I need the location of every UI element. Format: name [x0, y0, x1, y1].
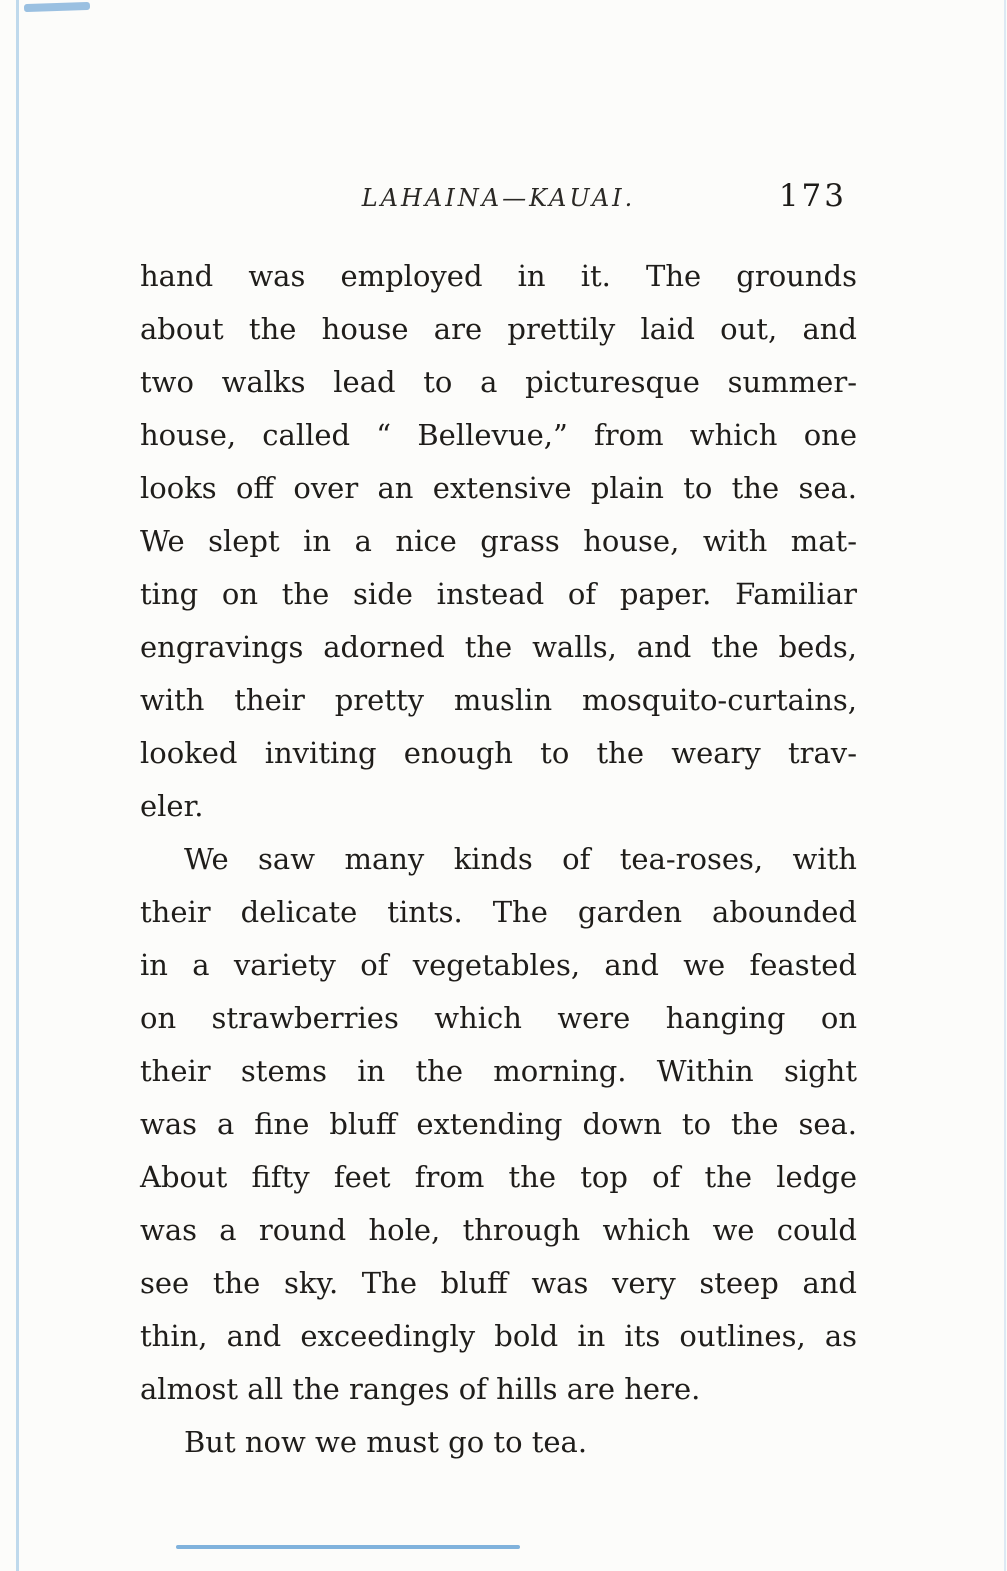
text-line: with their pretty muslin mosquito-curtains, — [140, 683, 857, 717]
page-number: 173 — [778, 178, 847, 214]
text-line: almost all the ranges of hills are here. — [140, 1372, 701, 1406]
text-line: ting on the side instead of paper. Familiar — [140, 577, 857, 611]
running-title: LAHAINA—KAUAI. — [361, 184, 636, 212]
text-line: engravings adorned the walls, and the beds, — [140, 630, 857, 664]
text-line: in a variety of vegetables, and we feasted — [140, 948, 857, 982]
page-text — [140, 250, 857, 1469]
text-line: hand was employed in it. The grounds — [140, 259, 857, 293]
text-line: We saw many kinds of tea-roses, with — [184, 842, 857, 876]
text-line: looks off over an extensive plain to the sea. — [140, 471, 857, 505]
text-line: was a round hole, through which we could — [140, 1213, 857, 1247]
text-line: see the sky. The bluff was very steep and — [140, 1266, 857, 1300]
text-line: eler. — [140, 789, 204, 823]
text-line: house, called “ Bellevue,” from which one — [140, 418, 857, 452]
text-line: About fifty feet from the top of the ledge — [140, 1160, 857, 1194]
text-line: But now we must go to tea. — [184, 1425, 588, 1459]
text-line: their stems in the morning. Within sight — [140, 1054, 857, 1088]
text-line: their delicate tints. The garden abounded — [140, 895, 857, 929]
text-line: on strawberries which were hanging on — [140, 1001, 857, 1035]
text-line: thin, and exceedingly bold in its outlines, as — [140, 1319, 857, 1353]
text-line: looked inviting enough to the weary trav- — [140, 736, 857, 770]
text-line: about the house are prettily laid out, and — [140, 312, 857, 346]
text-line: two walks lead to a picturesque summer- — [140, 365, 857, 399]
text-line: was a fine bluff extending down to the sea. — [140, 1107, 857, 1141]
scan-artifact-right-edge — [1004, 0, 1006, 1571]
text-line: We slept in a nice grass house, with mat- — [140, 524, 857, 558]
scan-artifact-left-edge — [16, 0, 19, 1571]
page-header — [140, 178, 857, 220]
scan-artifact-top-left — [24, 2, 90, 12]
scan-artifact-bottom-line — [176, 1545, 520, 1549]
